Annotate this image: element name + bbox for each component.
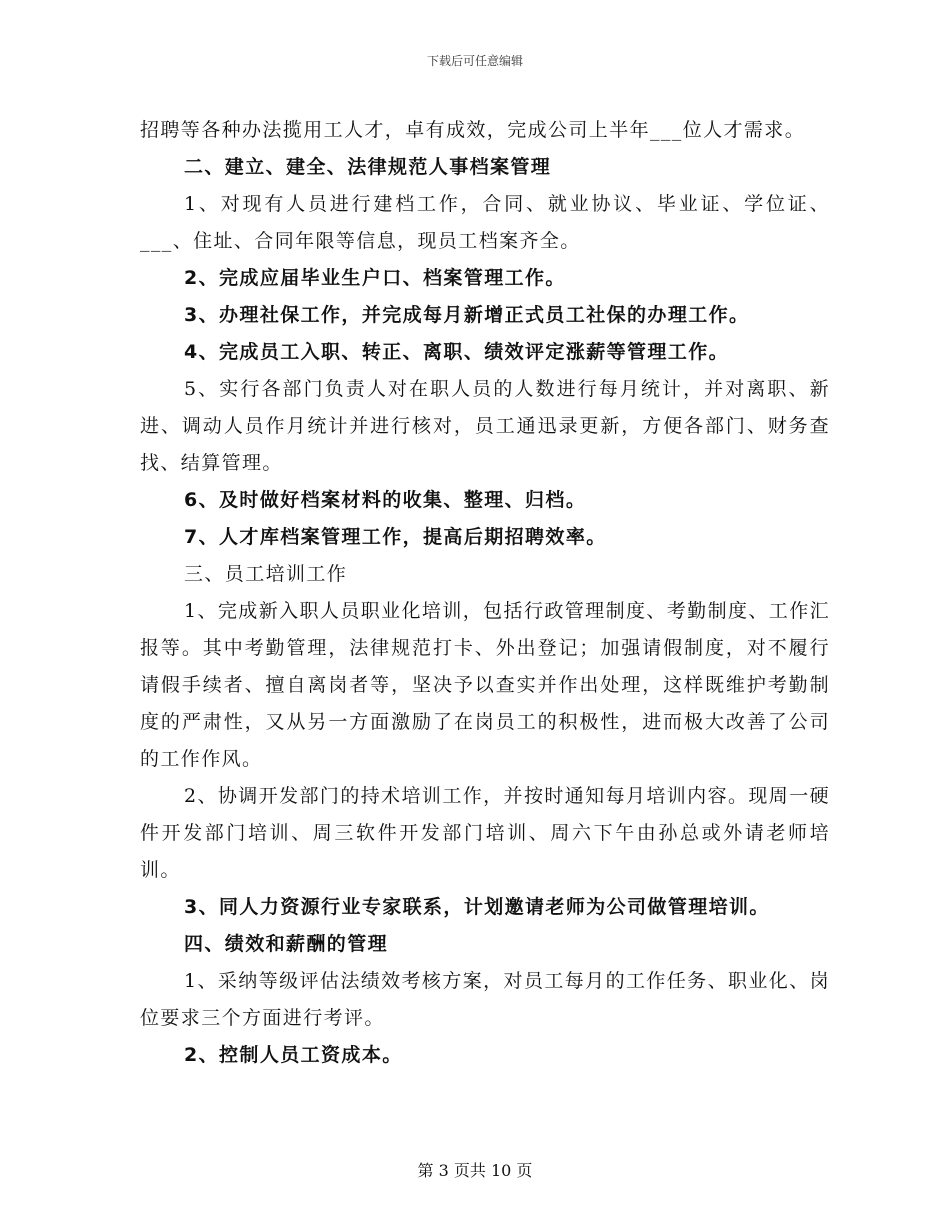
paragraph: 5、实行各部门负责人对在职人员的人数进行每月统计，并对离职、新进、调动人员作月统计并进行核对，员工通迅录更新，方便各部门、财务查找、结算管理。 — [140, 378, 830, 474]
list-item: 2、完成应届毕业生户口、档案管理工作。 — [184, 267, 566, 289]
list-item: 4、完成员工入职、转正、离职、绩效评定涨薪等管理工作。 — [184, 341, 730, 363]
page-header: 下载后可任意编辑 — [426, 54, 523, 68]
list-item: 3、同人力资源行业专家联系，计划邀请老师为公司做管理培训。 — [184, 896, 770, 918]
paragraph: 2、协调开发部门的持术培训工作，并按时通知每月培训内容。现周一硬件开发部门培训、周三软件开发部门培训、周六下午由孙总或外请老师培训。 — [140, 785, 830, 881]
list-item: 3、办理社保工作，并完成每月新增正式员工社保的办理工作。 — [184, 304, 750, 326]
document-body — [140, 112, 830, 1074]
paragraph: 1、完成新入职人员职业化培训，包括行政管理制度、考勤制度、工作汇报等。其中考勤管理，法律规范打卡、外出登记；加强请假制度，对不履行请假手续者、擅自离岗者等，坚决予以查实并作出处理，这样既维护考勤制度的严肃性，又从另一方面激励了在岗员工的积极性，进而极大改善了公司的工作作风。 — [140, 600, 830, 770]
paragraph: 1、采纳等级评估法绩效考核方案，对员工每月的工作任务、职业化、岗位要求三个方面进行考评。 — [140, 970, 830, 1029]
section-heading: 二、建立、建全、法律规范人事档案管理 — [184, 156, 552, 178]
paragraph: 招聘等各种办法揽用工人才，卓有成效，完成公司上半年___位人才需求。 — [140, 119, 806, 141]
paragraph: 1、对现有人员进行建档工作，合同、就业协议、毕业证、学位证、___、住址、合同年限等信息，现员工档案齐全。 — [140, 193, 830, 252]
list-item: 7、人才库档案管理工作，提高后期招聘效率。 — [184, 526, 607, 548]
list-item: 2、控制人员工资成本。 — [184, 1044, 403, 1066]
section-heading: 三、员工培训工作 — [184, 563, 348, 585]
page-number: 第 3 页共 10 页 — [417, 1161, 533, 1180]
list-item: 6、及时做好档案材料的收集、整理、归档。 — [184, 489, 587, 511]
section-heading: 四、绩效和薪酬的管理 — [184, 933, 389, 955]
